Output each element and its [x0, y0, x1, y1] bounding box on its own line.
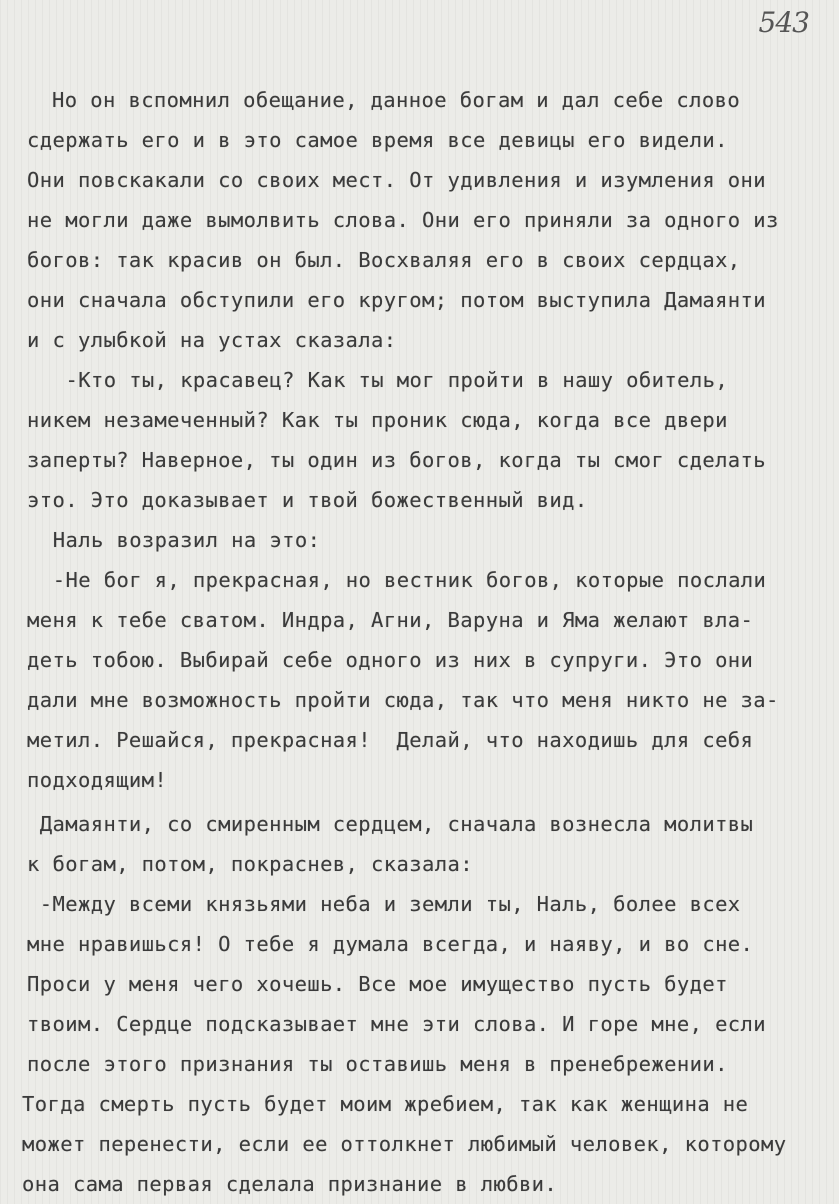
text-line: метил. Решайся, прекрасная! Делай, что находишь для себя	[27, 728, 754, 752]
text-line: Проси у меня чего хочешь. Все мое имущество пусть будет	[27, 972, 728, 996]
text-line: это. Это доказывает и твой божественный вид.	[27, 488, 588, 512]
text-line: она сама первая сделала признание в любви.	[22, 1172, 558, 1196]
text-line: -Не бог я, прекрасная, но вестник богов, которые послали	[40, 568, 767, 592]
text-line: твоим. Сердце подсказывает мне эти слова. И горе мне, если	[27, 1012, 767, 1036]
text-line: -Кто ты, красавец? Как ты мог пройти в нашу обитель,	[40, 368, 729, 392]
text-line: деть тобою. Выбирай себе одного из них в супруги. Это они	[27, 648, 754, 672]
text-line: и с улыбкой на устах сказала:	[27, 328, 397, 352]
text-line: Дамаянти, со смиренным сердцем, сначала вознесла молитвы	[27, 812, 754, 836]
text-line: Они повскакали со своих мест. От удивления и изумления они	[27, 168, 767, 192]
text-line: после этого признания ты оставишь меня в пренебрежении.	[27, 1052, 728, 1076]
text-line: может перенести, если ее оттолкнет любимый человек, которому	[22, 1132, 787, 1156]
text-line: Но он вспомнил обещание, данное богам и дал себе слово	[52, 88, 741, 112]
text-line: сдержать его и в это самое время все девицы его видели.	[27, 128, 728, 152]
text-line: Наль возразил на это:	[40, 528, 321, 552]
text-line: никем незамеченный? Как ты проник сюда, когда все двери	[27, 408, 728, 432]
text-line: дали мне возможность пройти сюда, так что меня никто не за-	[27, 688, 779, 712]
text-line: мне нравишься! О тебе я думала всегда, и наяву, и во сне.	[27, 932, 754, 956]
text-line: не могли даже вымолвить слова. Они его приняли за одного из	[27, 208, 779, 232]
text-line: заперты? Наверное, ты один из богов, когда ты смог сделать	[27, 448, 767, 472]
text-line: они сначала обступили его кругом; потом выступила Дамаянти	[27, 288, 767, 312]
text-line: подходящим!	[27, 768, 168, 792]
text-line: богов: так красив он был. Восхваляя его в своих сердцах,	[27, 248, 741, 272]
page-number: 543	[758, 6, 809, 39]
text-line: меня к тебе сватом. Индра, Агни, Варуна и Яма желают вла-	[27, 608, 754, 632]
text-line: к богам, потом, покраснев, сказала:	[27, 852, 473, 876]
text-line: -Между всеми князьями неба и земли ты, Наль, более всех	[27, 892, 741, 916]
text-line: Тогда смерть пусть будет моим жребием, так как женщина не	[22, 1092, 749, 1116]
